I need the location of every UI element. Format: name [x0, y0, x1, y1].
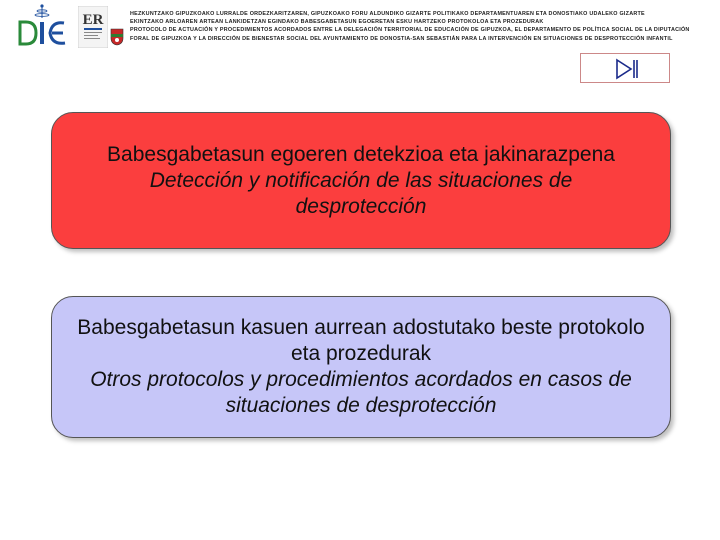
er-quality-badge-icon	[78, 6, 108, 48]
header-line-4: FORAL DE GIPUZKOA Y LA DIRECCIÓN DE BIENESTAR SOCIAL DEL AYUNTAMIENTO DE DONOSTIA-SAN SEBASTIÁN PARA LA INTERVENCIÓN EN SITUACIONES DE DESPROTECCIÓN INFANTIL	[130, 35, 673, 42]
header-line-2: EKINTZAKO ARLOAREN ARTEAN LANKIDETZAN EGINDAKO BABESGABETASUN EGOERETAN ESKU HARTZEKO PROTOKOLOA ETA PROZEDURAK	[130, 19, 544, 26]
header-description	[130, 10, 716, 43]
die-logo-icon	[8, 4, 78, 48]
header-line-3: PROTOCOLO DE ACTUACIÓN Y PROCEDIMIENTOS ACORDADOS ENTRE LA DELEGACIÓN TERRITORIAL DE EDUCACIÓN DE GIPUZKOA, EL DEPARTAMENTO DE POLÍTICA SOCIAL DE LA DIPUTACIÓN	[130, 27, 690, 34]
card-other-protocols[interactable]	[51, 296, 671, 438]
svg-text:ER: ER	[82, 12, 104, 28]
header-line-1: HEZKUNTZAKO GIPUZKOAKO LURRALDE ORDEZKARITZAREN, GIPUZKOAKO FORU ALDUNDIKO GIZARTE POLITIKAKO DEPARTAMENTUAREN ETA DONOSTIAKO UDALEKO GIZARTE	[130, 11, 645, 17]
card-detection-notification[interactable]	[51, 112, 671, 249]
next-slide-button[interactable]	[580, 53, 670, 83]
card-title-basque: Babesgabetasun kasuen aurrean adostutako beste protokolo eta prozedurak	[77, 316, 645, 365]
header-logos	[8, 4, 126, 48]
card-title-basque: Babesgabetasun egoeren detekzioa eta jakinarazpena	[107, 142, 615, 166]
skip-forward-icon	[615, 58, 639, 80]
card-title-spanish: Otros protocolos y procedimientos acordados en casos de situaciones de desprotección	[90, 368, 632, 417]
card-title-spanish: Detección y notificación de las situaciones de desprotección	[149, 168, 573, 218]
basque-government-shield-icon	[110, 28, 124, 46]
